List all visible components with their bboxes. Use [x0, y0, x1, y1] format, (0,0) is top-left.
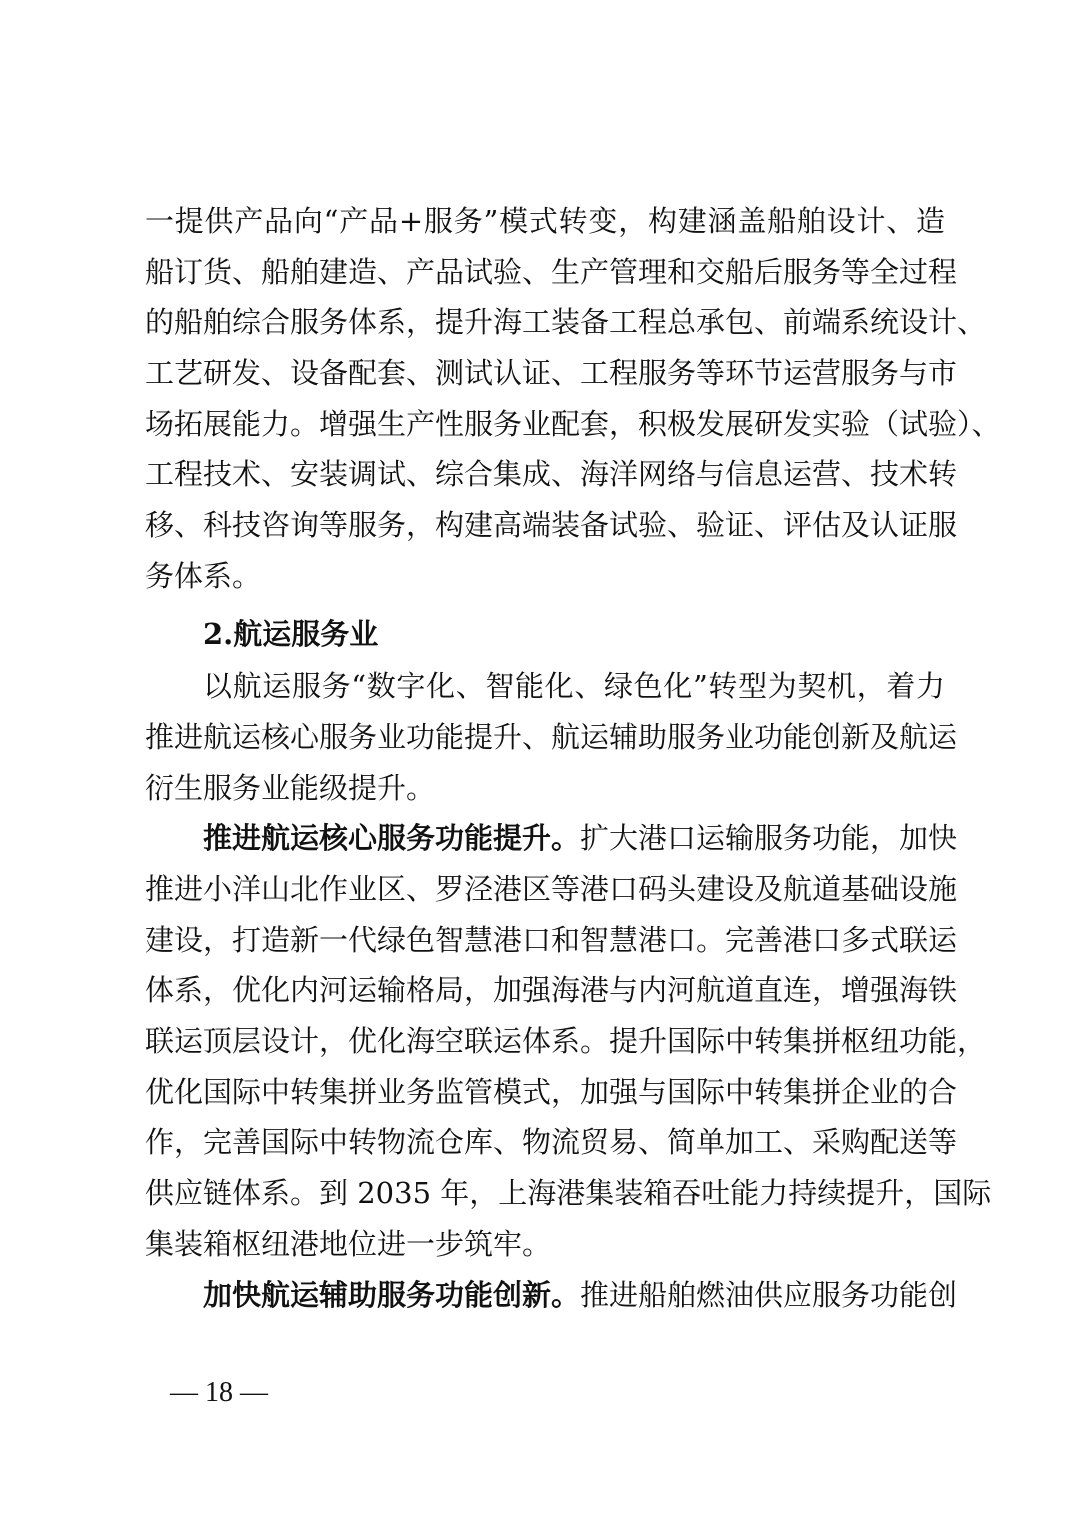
paragraph-first-line — [203, 818, 958, 858]
body-text-line: 作，完善国际中转物流仓库、物流贸易、简单加工、采购配送等 — [145, 1125, 958, 1159]
body-text-line: 务体系。 — [145, 559, 262, 593]
body-text-line: 优化国际中转集拼业务监管模式，加强与国际中转集拼企业的合 — [145, 1075, 958, 1109]
body-text-line: 供应链体系。到 2035 年，上海港集装箱吞吐能力持续提升，国际 — [145, 1176, 992, 1210]
body-text-line: 的船舶综合服务体系，提升海工装备工程总承包、前端系统设计、 — [145, 305, 987, 339]
body-text-line: 移、科技咨询等服务，构建高端装备试验、验证、评估及认证服 — [145, 508, 958, 542]
intro-text-line: 衍生服务业能级提升。 — [145, 771, 436, 805]
body-text-line: 建设，打造新一代绿色智慧港口和智慧港口。完善港口多式联运 — [145, 923, 958, 957]
paragraph-text: 扩大港口运输服务功能，加快 — [580, 821, 958, 855]
section-heading: 2.航运服务业 — [203, 617, 379, 651]
paragraph-first-line — [203, 1275, 958, 1315]
page-number: — 18 — — [170, 1377, 268, 1408]
paragraph-bold-lead: 推进航运核心服务功能提升。 — [203, 821, 581, 855]
body-text-line: 集装箱枢纽港地位进一步筑牢。 — [145, 1227, 552, 1261]
paragraph-bold-lead: 加快航运辅助服务功能创新。 — [203, 1278, 581, 1312]
body-text-line: 工程技术、安装调试、综合集成、海洋网络与信息运营、技术转 — [145, 457, 958, 491]
body-text-line: 体系，优化内河运输格局，加强海港与内河航道直连，增强海铁 — [145, 973, 958, 1007]
body-text-line: 联运顶层设计，优化海空联运体系。提升国际中转集拼枢纽功能， — [145, 1024, 987, 1058]
body-text-line: 一提供产品向“产品+服务”模式转变，构建涵盖船舶设计、造 — [145, 204, 945, 238]
body-text-line: 场拓展能力。增强生产性服务业配套，积极发展研发实验（试验）、 — [145, 407, 1001, 441]
body-text-line: 推进小洋山北作业区、罗泾港区等港口码头建设及航道基础设施 — [145, 872, 958, 906]
intro-text-line: 以航运服务“数字化、智能化、绿色化”转型为契机，着力 — [203, 669, 945, 703]
intro-text-line: 推进航运核心服务业功能提升、航运辅助服务业功能创新及航运 — [145, 720, 958, 754]
body-text-line: 船订货、船舶建造、产品试验、生产管理和交船后服务等全过程 — [145, 255, 958, 289]
paragraph-text: 推进船舶燃油供应服务功能创 — [580, 1278, 958, 1312]
body-text-line: 工艺研发、设备配套、测试认证、工程服务等环节运营服务与市 — [145, 356, 958, 390]
